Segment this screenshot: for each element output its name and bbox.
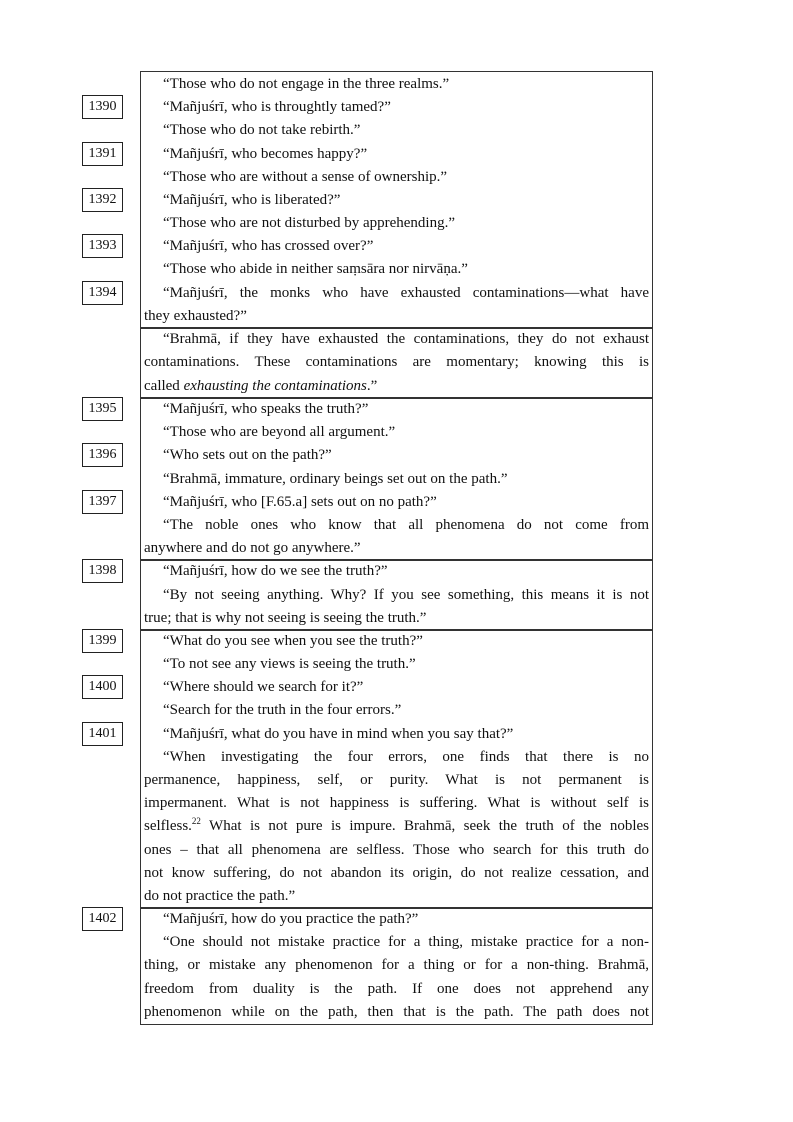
text-line: “What do you see when you see the truth?” <box>163 633 423 649</box>
text-line: “Those who are beyond all argument.” <box>163 424 396 440</box>
text-run: selfless. <box>144 818 192 834</box>
text-line: “Mañjuśrī, who speaks the truth?” <box>163 401 369 417</box>
paragraph-number[interactable]: 1390 <box>82 95 123 119</box>
text-line: “One should not mistake practice for a thing, mistake practice for a non- <box>163 934 649 950</box>
text-line: “Search for the truth in the four errors.” <box>163 702 402 718</box>
text-line: “Mañjuśrī, the monks who have exhausted contaminations—what have <box>163 285 649 301</box>
paragraph-number[interactable]: 1400 <box>82 675 123 699</box>
text-line <box>144 816 649 836</box>
text-run: .” <box>366 378 378 394</box>
text-line: “Mañjuśrī, who becomes happy?” <box>163 146 368 162</box>
text-line: “Mañjuśrī, who has crossed over?” <box>163 238 374 254</box>
text-line: “Those who do not engage in the three realms.” <box>163 76 450 92</box>
text-line: “Where should we search for it?” <box>163 679 364 695</box>
text-line: “Who sets out on the path?” <box>163 447 332 463</box>
text-line: contaminations. These contaminations are momentary; knowing this is <box>144 354 649 370</box>
text-line: “Mañjuśrī, how do you practice the path?” <box>163 911 419 927</box>
text-line: “To not see any views is seeing the truth.” <box>163 656 416 672</box>
text-line: “Mañjuśrī, what do you have in mind when you say that?” <box>163 726 514 742</box>
text-line: thing, or mistake any phenomenon for a thing or for a non-thing. Brahmā, <box>144 957 649 973</box>
text-line: “By not seeing anything. Why? If you see something, this means it is not <box>163 587 649 603</box>
text-line: “Mañjuśrī, who is liberated?” <box>163 192 341 208</box>
text-line: permanence, happiness, self, or purity. What is not permanent is <box>144 772 649 788</box>
text-line: “Brahmā, if they have exhausted the contaminations, they do not exhaust <box>163 331 649 347</box>
paragraph-number[interactable]: 1397 <box>82 490 123 514</box>
text-line: do not practice the path.” <box>144 888 296 904</box>
paragraph-number[interactable]: 1401 <box>82 722 123 746</box>
paragraph-number[interactable]: 1402 <box>82 907 123 931</box>
text-line: “Those who abide in neither saṃsāra nor nirvāṇa.” <box>163 261 468 277</box>
text-line: “The noble ones who know that all phenomena do not come from <box>163 517 649 533</box>
text-line: phenomenon while on the path, then that is the path. The path does not <box>144 1004 649 1020</box>
text-line: “Mañjuśrī, who [F.65.a] sets out on no path?” <box>163 494 437 510</box>
text-line: “Brahmā, immature, ordinary beings set out on the path.” <box>163 471 508 487</box>
text-run: What is not pure is impure. Brahmā, seek the truth of the nobles <box>200 818 649 834</box>
text-line: freedom from duality is the path. If one does not apprehend any <box>144 981 649 997</box>
text-line: “Those who are not disturbed by apprehending.” <box>163 215 455 231</box>
text-line: “Those who are without a sense of ownership.” <box>163 169 448 185</box>
text-line: true; that is why not seeing is seeing the truth.” <box>144 610 427 626</box>
text-line: not know suffering, do not abandon its origin, do not realize cessation, and <box>144 865 649 881</box>
text-line: they exhausted?” <box>144 308 247 324</box>
paragraph-number[interactable]: 1392 <box>82 188 123 212</box>
text-line <box>144 376 649 396</box>
paragraph-number[interactable]: 1398 <box>82 559 123 583</box>
paragraph-number[interactable]: 1393 <box>82 234 123 258</box>
text-line: “Those who do not take rebirth.” <box>163 122 361 138</box>
italic-term: exhausting the contaminations <box>183 378 367 394</box>
text-line: “When investigating the four errors, one finds that there is no <box>163 749 649 765</box>
footnote-ref[interactable]: 22 <box>191 816 201 826</box>
paragraph-number[interactable]: 1395 <box>82 397 123 421</box>
paragraph-number[interactable]: 1399 <box>82 629 123 653</box>
text-line: “Mañjuśrī, who is throughtly tamed?” <box>163 99 391 115</box>
text-line: anywhere and do not go anywhere.” <box>144 540 361 556</box>
text-line: “Mañjuśrī, how do we see the truth?” <box>163 563 388 579</box>
paragraph-number[interactable]: 1391 <box>82 142 123 166</box>
paragraph-number[interactable]: 1396 <box>82 443 123 467</box>
text-line: ones – that all phenomena are selfless. Those who search for this truth do <box>144 842 649 858</box>
paragraph-number[interactable]: 1394 <box>82 281 123 305</box>
text-line: impermanent. What is not happiness is suffering. What is without self is <box>144 795 649 811</box>
text-run: called <box>144 378 184 394</box>
